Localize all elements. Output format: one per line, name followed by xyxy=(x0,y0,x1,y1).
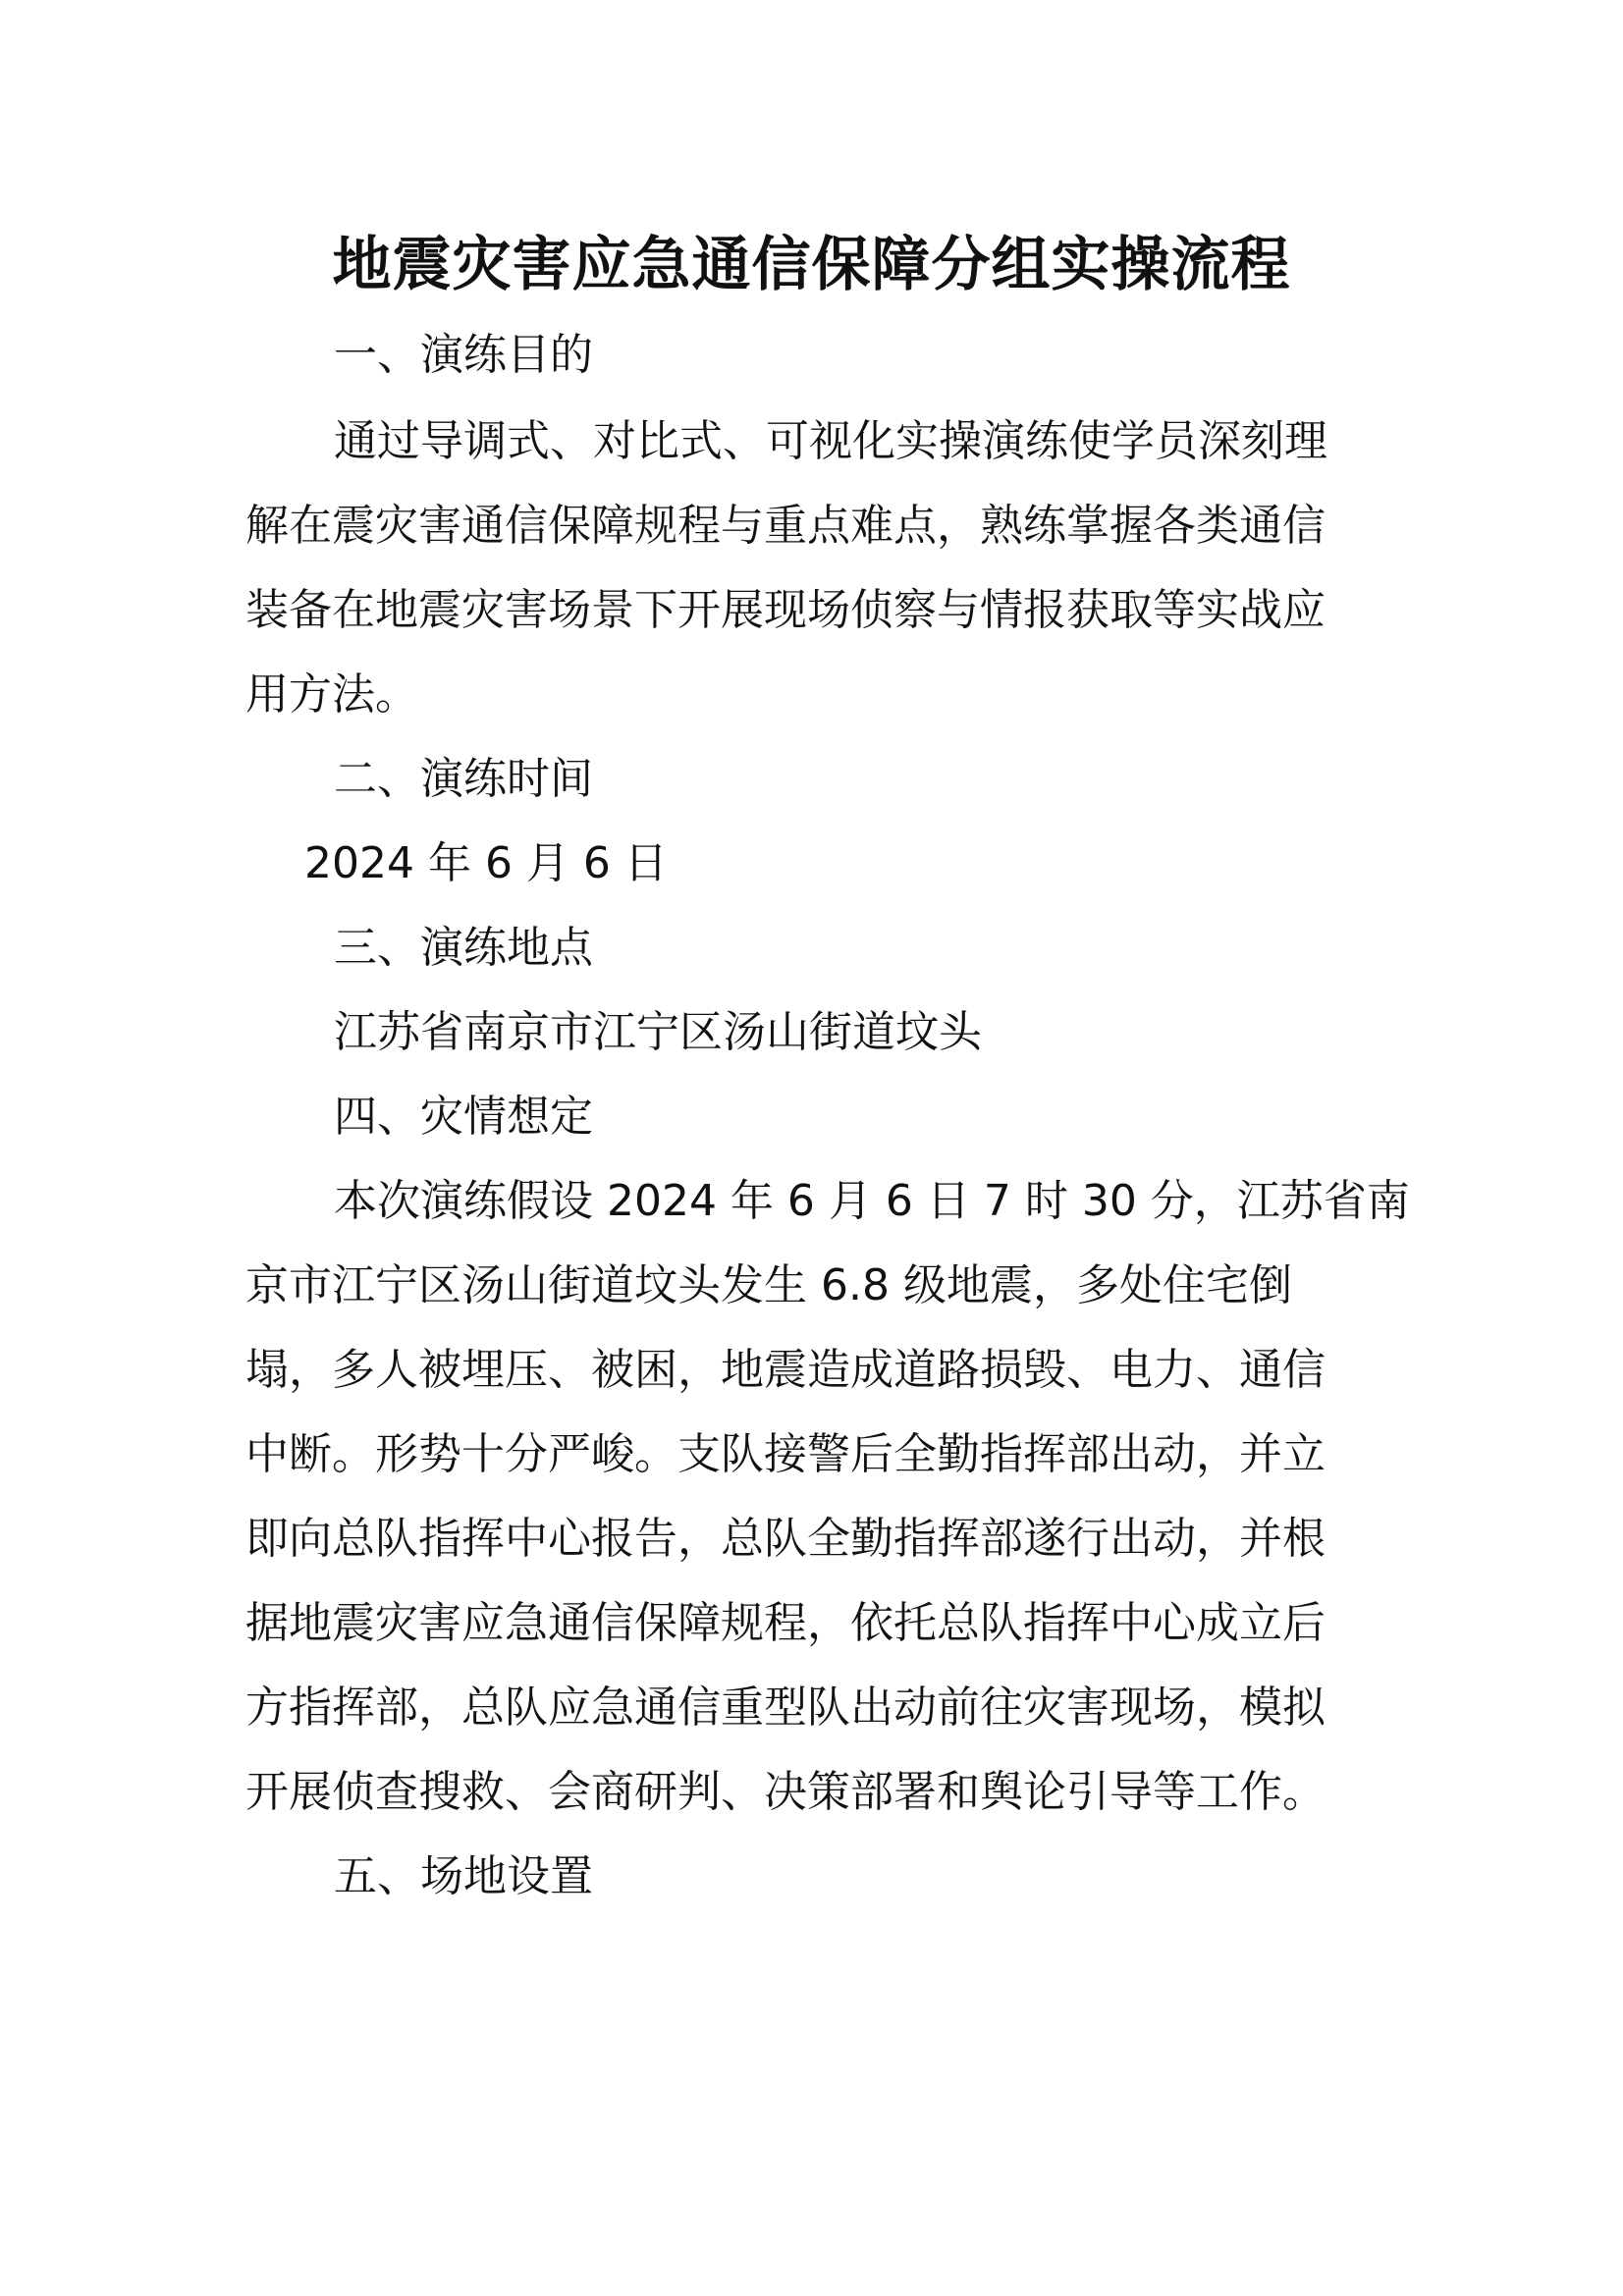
section-heading-location: 三、演练地点 xyxy=(334,923,593,973)
section-heading-purpose: 一、演练目的 xyxy=(334,330,593,380)
section-heading-time: 二、演练时间 xyxy=(334,754,593,804)
paragraph-line: 本次演练假设 2024 年 6 月 6 日 7 时 30 分，江苏省南 xyxy=(334,1176,1410,1226)
paragraph-line: 装备在地震灾害场景下开展现场侦察与情报获取等实战应 xyxy=(245,585,1325,635)
paragraph-line: 解在震灾害通信保障规程与重点难点，熟练掌握各类通信 xyxy=(245,501,1325,551)
drill-date: 2024 年 6 月 6 日 xyxy=(304,838,668,888)
document-title: 地震灾害应急通信保障分组实操流程 xyxy=(332,231,1291,299)
paragraph-line: 据地震灾害应急通信保障规程，依托总队指挥中心成立后 xyxy=(245,1598,1325,1648)
section-heading-site: 五、场地设置 xyxy=(334,1851,593,1901)
paragraph-line: 中断。形势十分严峻。支队接警后全勤指挥部出动，并立 xyxy=(245,1429,1325,1479)
paragraph-line: 即向总队指挥中心报告，总队全勤指挥部遂行出动，并根 xyxy=(245,1514,1325,1564)
paragraph-line: 用方法。 xyxy=(245,669,418,720)
drill-location: 江苏省南京市江宁区汤山街道坟头 xyxy=(334,1007,982,1057)
section-heading-scenario: 四、灾情想定 xyxy=(334,1092,593,1142)
paragraph-line: 塌，多人被埋压、被困，地震造成道路损毁、电力、通信 xyxy=(245,1345,1325,1395)
paragraph-line: 通过导调式、对比式、可视化实操演练使学员深刻理 xyxy=(334,416,1327,466)
paragraph-line: 京市江宁区汤山街道坟头发生 6.8 级地震，多处住宅倒 xyxy=(245,1260,1292,1310)
paragraph-line: 开展侦查搜救、会商研判、决策部署和舆论引导等工作。 xyxy=(245,1767,1325,1817)
paragraph-line: 方指挥部，总队应急通信重型队出动前往灾害现场，模拟 xyxy=(245,1682,1325,1733)
